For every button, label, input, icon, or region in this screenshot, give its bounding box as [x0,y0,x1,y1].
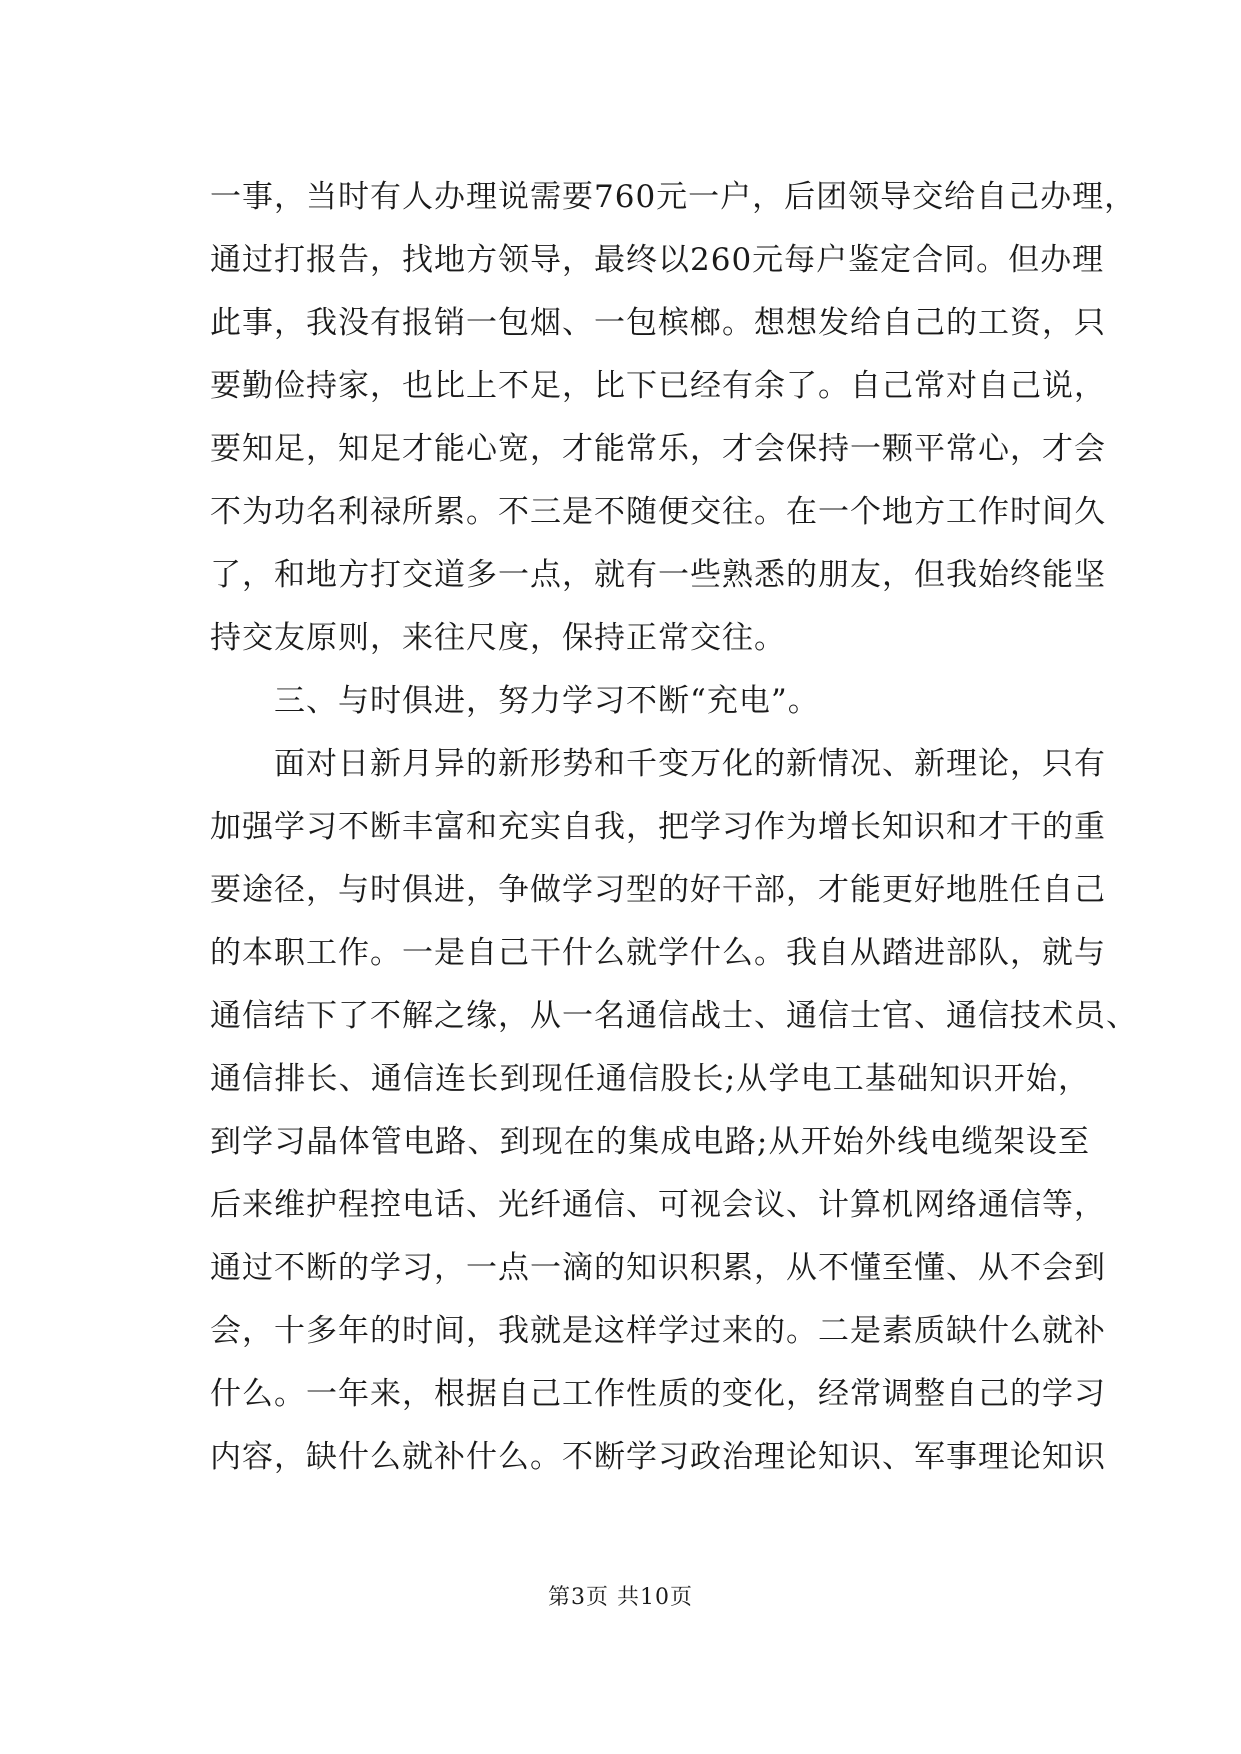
text-line: 要知足，知足才能心宽，才能常乐，才会保持一颗平常心，才会 [210,431,1106,467]
text-line: 三、与时俱进，努力学习不断“充电”。 [274,683,820,719]
text-line: 不为功名利禄所累。不三是不随便交往。在一个地方工作时间久 [210,494,1106,530]
text-line: 通过打报告，找地方领导，最终以260元每户鉴定合同。但办理 [210,242,1105,278]
text-line: 面对日新月异的新形势和千变万化的新情况、新理论，只有 [274,746,1106,782]
text-line: 会，十多年的时间，我就是这样学过来的。二是素质缺什么就补 [210,1313,1106,1349]
page-number-footer: 第3页 共10页 [548,1585,693,1610]
text-line: 通信结下了不解之缘，从一名通信战士、通信士官、通信技术员、 [210,998,1138,1034]
text-line: 到学习晶体管电路、到现在的集成电路;从开始外线电缆架设至 [210,1124,1090,1160]
text-line: 一事，当时有人办理说需要760元一户，后团领导交给自己办理， [210,179,1137,215]
document-body [210,166,1138,1489]
text-line: 了，和地方打交道多一点，就有一些熟悉的朋友，但我始终能坚 [210,557,1106,593]
text-line: 此事，我没有报销一包烟、一包槟榔。想想发给自己的工资，只 [210,305,1106,341]
text-line: 什么。一年来，根据自己工作性质的变化，经常调整自己的学习 [210,1376,1106,1412]
text-line: 要勤俭持家，也比上不足，比下已经有余了。自己常对自己说， [210,368,1106,404]
text-line: 内容，缺什么就补什么。不断学习政治理论知识、军事理论知识 [210,1439,1106,1475]
text-line: 的本职工作。一是自己干什么就学什么。我自从踏进部队，就与 [210,935,1106,971]
text-line: 持交友原则，来往尺度，保持正常交往。 [210,620,786,656]
text-line: 通信排长、通信连长到现任通信股长;从学电工基础知识开始， [210,1061,1090,1097]
text-line: 要途径，与时俱进，争做学习型的好干部，才能更好地胜任自己 [210,872,1106,908]
text-line: 后来维护程控电话、光纤通信、可视会议、计算机网络通信等， [210,1187,1106,1223]
text-line: 加强学习不断丰富和充实自我，把学习作为增长知识和才干的重 [210,809,1106,845]
text-line: 通过不断的学习，一点一滴的知识积累，从不懂至懂、从不会到 [210,1250,1106,1286]
